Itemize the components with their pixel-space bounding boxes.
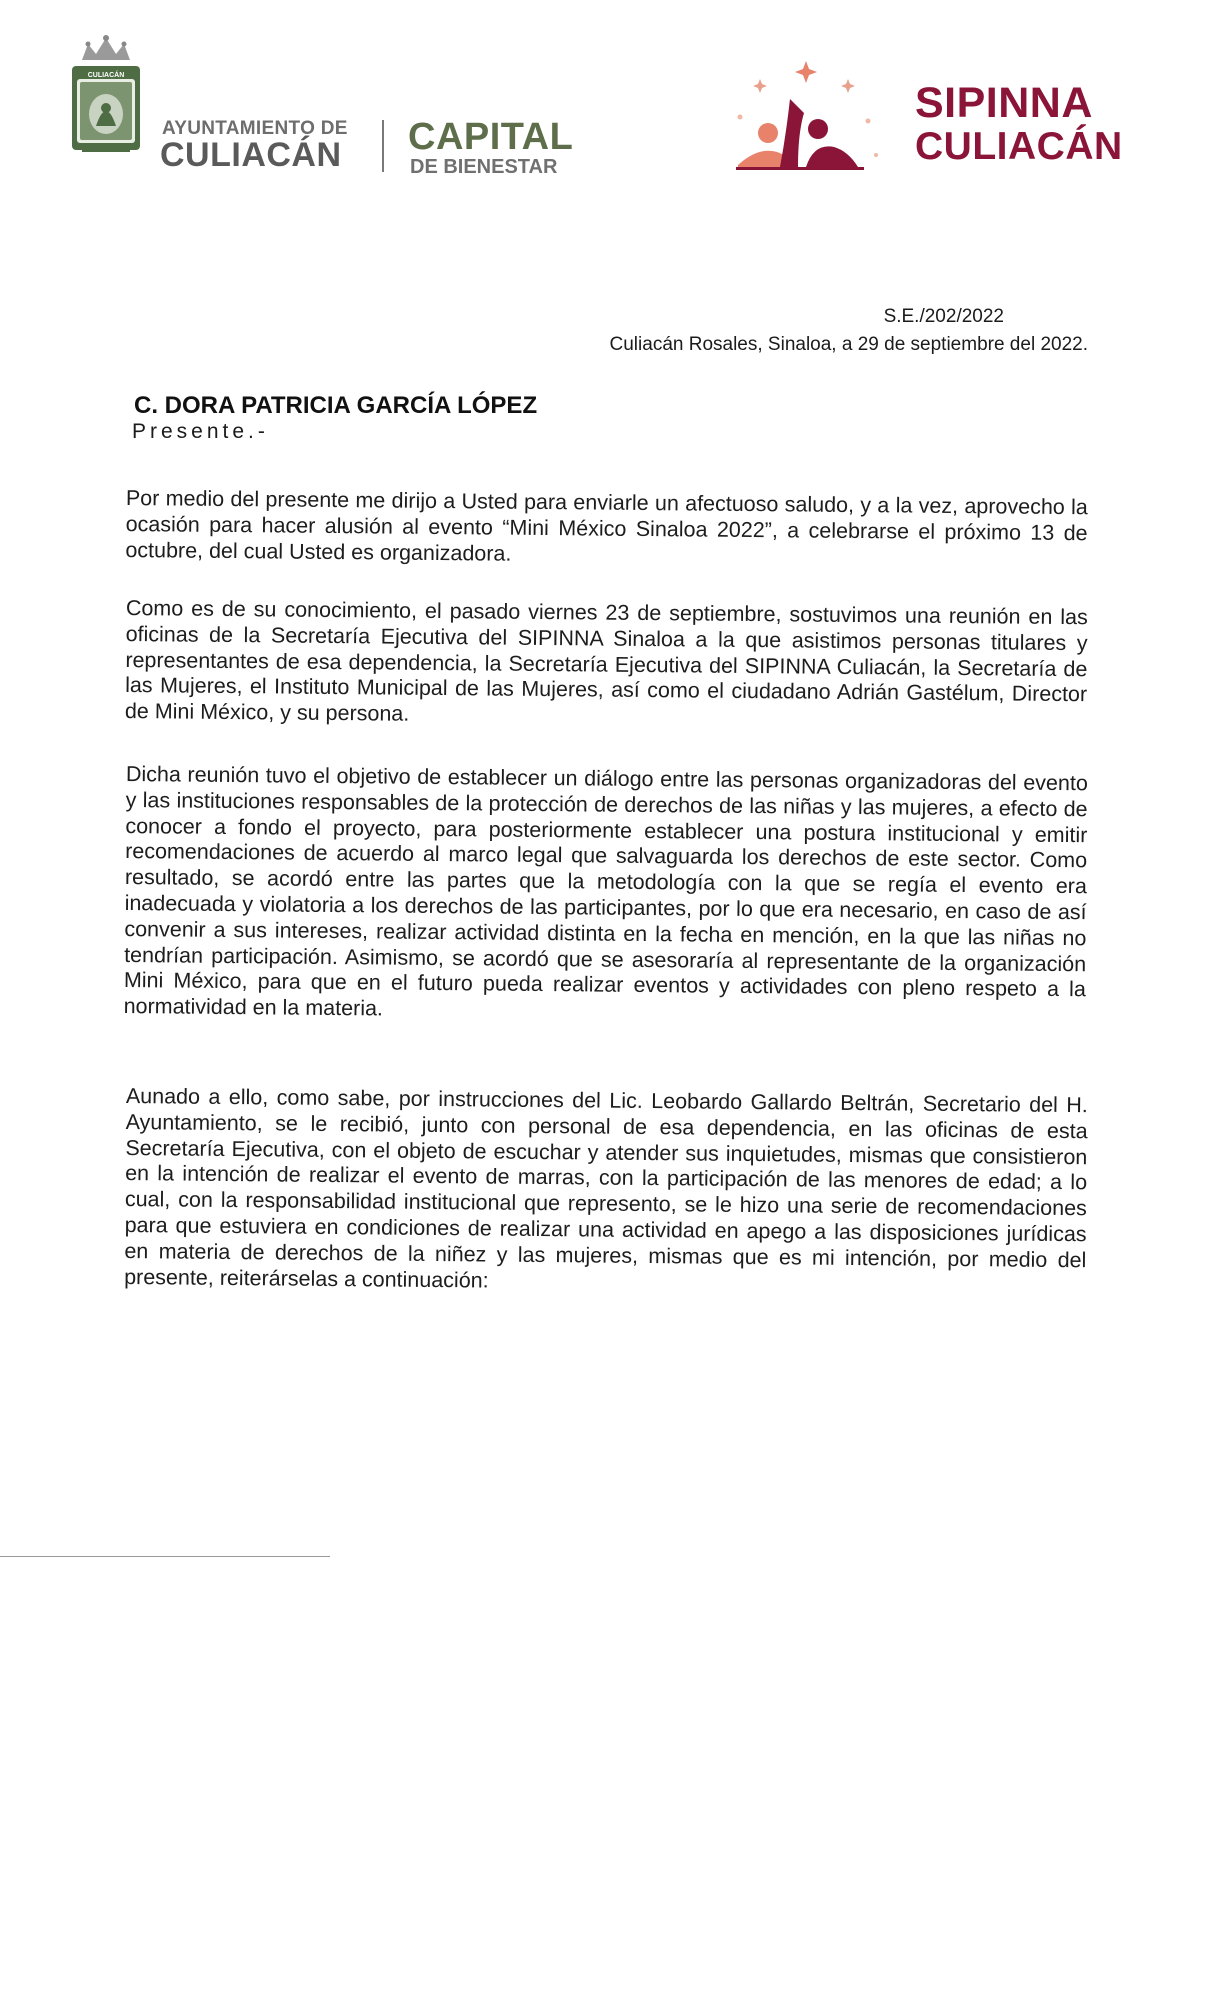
svg-text:CULIACÁN: CULIACÁN — [87, 72, 125, 79]
addressee-name: C. DORA PATRICIA GARCÍA LÓPEZ — [134, 392, 538, 419]
body-paragraph-4: Aunado a ello, como sabe, por instrucciones del Lic. Leobardo Gallardo Beltrán, Secretario del H. Ayuntamiento, se le recibió, junto con personal de esa dependencia, en las oficinas de esta Secretaría Ejecutiva, con el objeto de escuchar y atender sus inquietudes, mismas que consistieron en la intención de realizar el evento de marras, con la participación de las menores de edad; a lo cual, con la responsabilidad institucional que represento, se le hizo una serie de recomendaciones para que estuviera en condiciones de realizar una actividad en apego a las disposiciones jurídicas en materia de derechos de la niñez y las mujeres, mismas que es mi intención, por medio del presente, reiterárselas a continuación: — [124, 1083, 1088, 1292]
place-date: Culiacán Rosales, Sinaloa, a 29 de septiembre del 2022. — [609, 334, 1088, 355]
ayuntamiento-logo — [68, 30, 588, 178]
sipinna-logo — [710, 55, 1160, 175]
body-paragraph-2: Como es de su conocimiento, el pasado viernes 23 de septiembre, sostuvimos una reunión en las oficinas de la Secretaría Ejecutiva del SIPINNA Sinaloa a la que asistimos personas titulares y representantes de esa dependencia, la Secretaría Ejecutiva del SIPINNA Culiacán, la Secretaría de las Mujeres, el Instituto Municipal de las Mujeres, así como el ciudadano Adrián Gastélum, Director de Mini México, y su persona. — [124, 595, 1088, 726]
logo-divider — [382, 120, 384, 172]
body-paragraph-1: Por medio del presente me dirijo a Usted para enviarle un afectuoso saludo, y a la vez, aprovecho la ocasión para hacer alusión al evento “Mini México Sinaloa 2022”, a celebrarse el próximo 13 de octubre, del cual Usted es organizadora. — [125, 485, 1088, 565]
body-paragraph-3: Dicha reunión tuvo el objetivo de establecer un diálogo entre las personas organizadoras del evento y las instituciones responsables de la protección de derechos de las niñas y las mujeres, a efecto de conocer a fondo el proyecto, para posteriormente establecer una postura institucional y emitir recomendaciones de acuerdo al marco legal que salvaguarda los derechos de este sector. Como resultado, se acordó entre las partes que la metodología con la que se regía el evento era inadecuada y violatoria a los derechos de las participantes, por lo que era necesario, en caso de así convenir a sus intereses, realizar actividad distinta en la fecha en mención, en la que las niñas no tendrían participación. Asimismo, se acordó que se asesoraría al representante de la organización Mini México, para que en el futuro pueda realizar eventos y actividades con pleno respeto a la normatividad en la materia. — [123, 761, 1088, 1021]
culiacan-label: CULIACÁN — [160, 136, 342, 174]
sipinna-figures-icon — [710, 55, 900, 170]
greeting: Presente.- — [132, 420, 269, 443]
reference-number: S.E./202/2022 — [883, 306, 1004, 327]
ayuntamiento-label: AYUNTAMIENTO DE — [162, 118, 348, 139]
sipinna-label: SIPINNA — [915, 79, 1093, 127]
sipinna-culiacan-label: CULIACÁN — [915, 125, 1123, 168]
crest-label — [75, 68, 137, 80]
capital-label: CAPITAL — [408, 116, 574, 158]
footer-rule — [0, 1556, 330, 1557]
culiacan-crest-icon — [68, 30, 144, 158]
de-bienestar-label: DE BIENESTAR — [410, 156, 558, 178]
